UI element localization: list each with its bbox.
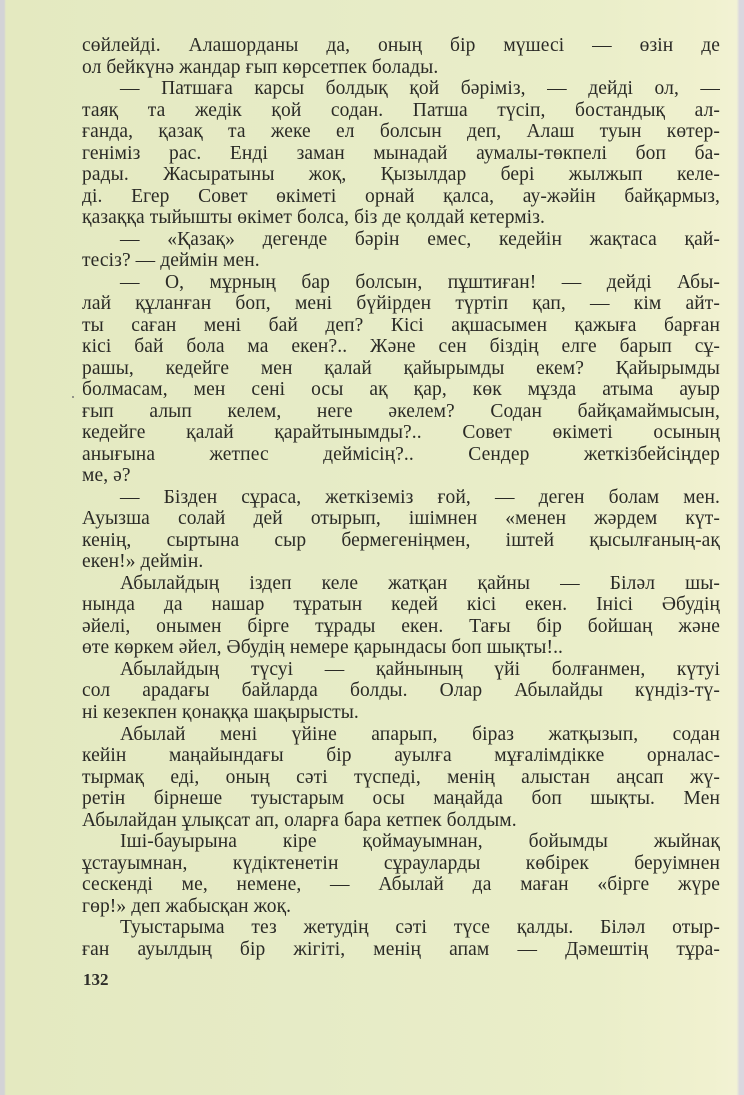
text-line: Абылайдан ұлықсат ап, оларға бара кетпек болдым.: [82, 809, 517, 831]
text-line: ні кезекпен қонаққа шақырысты.: [82, 701, 359, 723]
text-line: ты саған мені бай деп? Кісі ақшасымен қажыға барған: [82, 314, 720, 336]
text-line: Туыстарыма тез жетудің сәті түсе қалды. Біләл отыр-: [120, 917, 720, 939]
text-line: — «Қазақ» дегенде бәрін емес, кедейін жақтаса қай-: [120, 228, 720, 250]
text-line: екен!» деймін.: [82, 551, 204, 573]
text-line: — Бізден сұраса, жеткіземіз ғой, — деген болам мен.: [120, 486, 720, 508]
body-text: [82, 35, 720, 960]
text-line: ғып алып келем, неге әкелем? Содан байқамаймысын,: [82, 400, 720, 422]
text-line: анығына жетпес деймісің?.. Сендер жеткізбейсіңдер: [82, 443, 720, 465]
text-line: ған ауылдың бір жігіті, менің апам — Дәмештің тұра-: [82, 938, 720, 960]
text-line: нында да нашар тұратын кедей кісі екен. Інісі Әбудің: [82, 594, 720, 616]
text-line: рашы, кедейге мен қалай қайырымды екем? Қайырымды: [82, 357, 720, 379]
text-line: тесіз? — деймін мен.: [82, 250, 260, 272]
text-line: өте көркем әйел, Әбудің немере қарындасы боп шықты!..: [82, 637, 564, 659]
text-line: кейін маңайындағы бір ауылға мұғалімдікке орналас-: [82, 745, 720, 767]
text-line: ол бейкүнә жандар ғып көрсетпек болады.: [82, 56, 439, 78]
text-line: Абылайдың түсуі — қайнының үйі болғанмен, күтуі: [120, 658, 720, 680]
text-line: лай құланған боп, мені бүйірден түртіп қап, — кім айт-: [82, 293, 720, 315]
text-line: Абылайдың іздеп келе жатқан қайны — Біләл шы-: [120, 572, 720, 594]
text-line: кенің, сыртына сыр бермегеніңмен, іштей қысылғаның-ақ: [82, 529, 720, 551]
text-line: сескенді ме, немене, — Абылай да маған «бірге жүре: [82, 874, 720, 896]
page-number: 132: [83, 970, 109, 989]
text-line: Абылай мені үйіне апарып, біраз жатқызып, содан: [120, 723, 720, 745]
text-line: сол арадағы байларда болды. Олар Абылайды күндіз-тү-: [82, 680, 720, 702]
print-speck: [72, 396, 74, 398]
text-line: рады. Жасыратыны жоқ, Қызылдар бері жылжып келе-: [82, 164, 720, 186]
text-line: гөр!» деп жабысқан жоқ.: [82, 895, 292, 917]
text-line: сөйлейді. Алашорданы да, оның бір мүшесі — өзін де: [82, 35, 720, 56]
text-line: геніміз рас. Енді заман мынадай аумалы-төкпелі боп ба-: [82, 142, 720, 164]
text-line: ме, ә?: [82, 465, 131, 487]
text-line: болмасам, мен сені осы ақ қар, көк мұзда атыма ауыр: [82, 379, 720, 401]
text-line: тырмақ еді, оның сәті түспеді, менің алыстан аңсап жү-: [82, 766, 720, 788]
text-line: кісі бай бола ма екен?.. Және сен біздің елге барып сұ-: [82, 336, 720, 358]
text-line: — Патшаға карсы болдық қой бәріміз, — дейді ол, —: [120, 78, 720, 100]
text-line: кедейге қалай қарайтынымды?.. Совет өкіметі осының: [82, 422, 720, 444]
text-line: ғанда, қазақ та жеке ел болсын деп, Алаш туын көтер-: [82, 121, 720, 143]
text-line: әйелі, онымен бірге тұрады екен. Тағы бір бойшаң және: [82, 615, 720, 637]
text-line: ретін бірнеше туыстарым осы маңайда боп шықты. Мен: [82, 788, 720, 810]
text-line: ді. Егер Совет өкіметі орнай қалса, ау-жәйін байқармыз,: [82, 185, 720, 207]
text-line: Ауызша солай дей отырып, ішімнен «менен жәрдем күт-: [82, 508, 720, 530]
text-line: — О, мұрның бар болсын, пұштиған! — дейді Абы-: [120, 271, 720, 293]
text-line: Іші-бауырына кіре қоймауымнан, бойымды жыйнақ: [120, 831, 720, 853]
text-line: таяқ та жедік қой содан. Патша түсіп, бостандық ал-: [82, 99, 720, 121]
text-line: ұстауымнан, күдіктенетін сұрауларды көбірек беруімнен: [82, 852, 720, 874]
text-line: қазаққа тыйышты өкімет болса, біз де қолдай кетерміз.: [82, 207, 545, 229]
